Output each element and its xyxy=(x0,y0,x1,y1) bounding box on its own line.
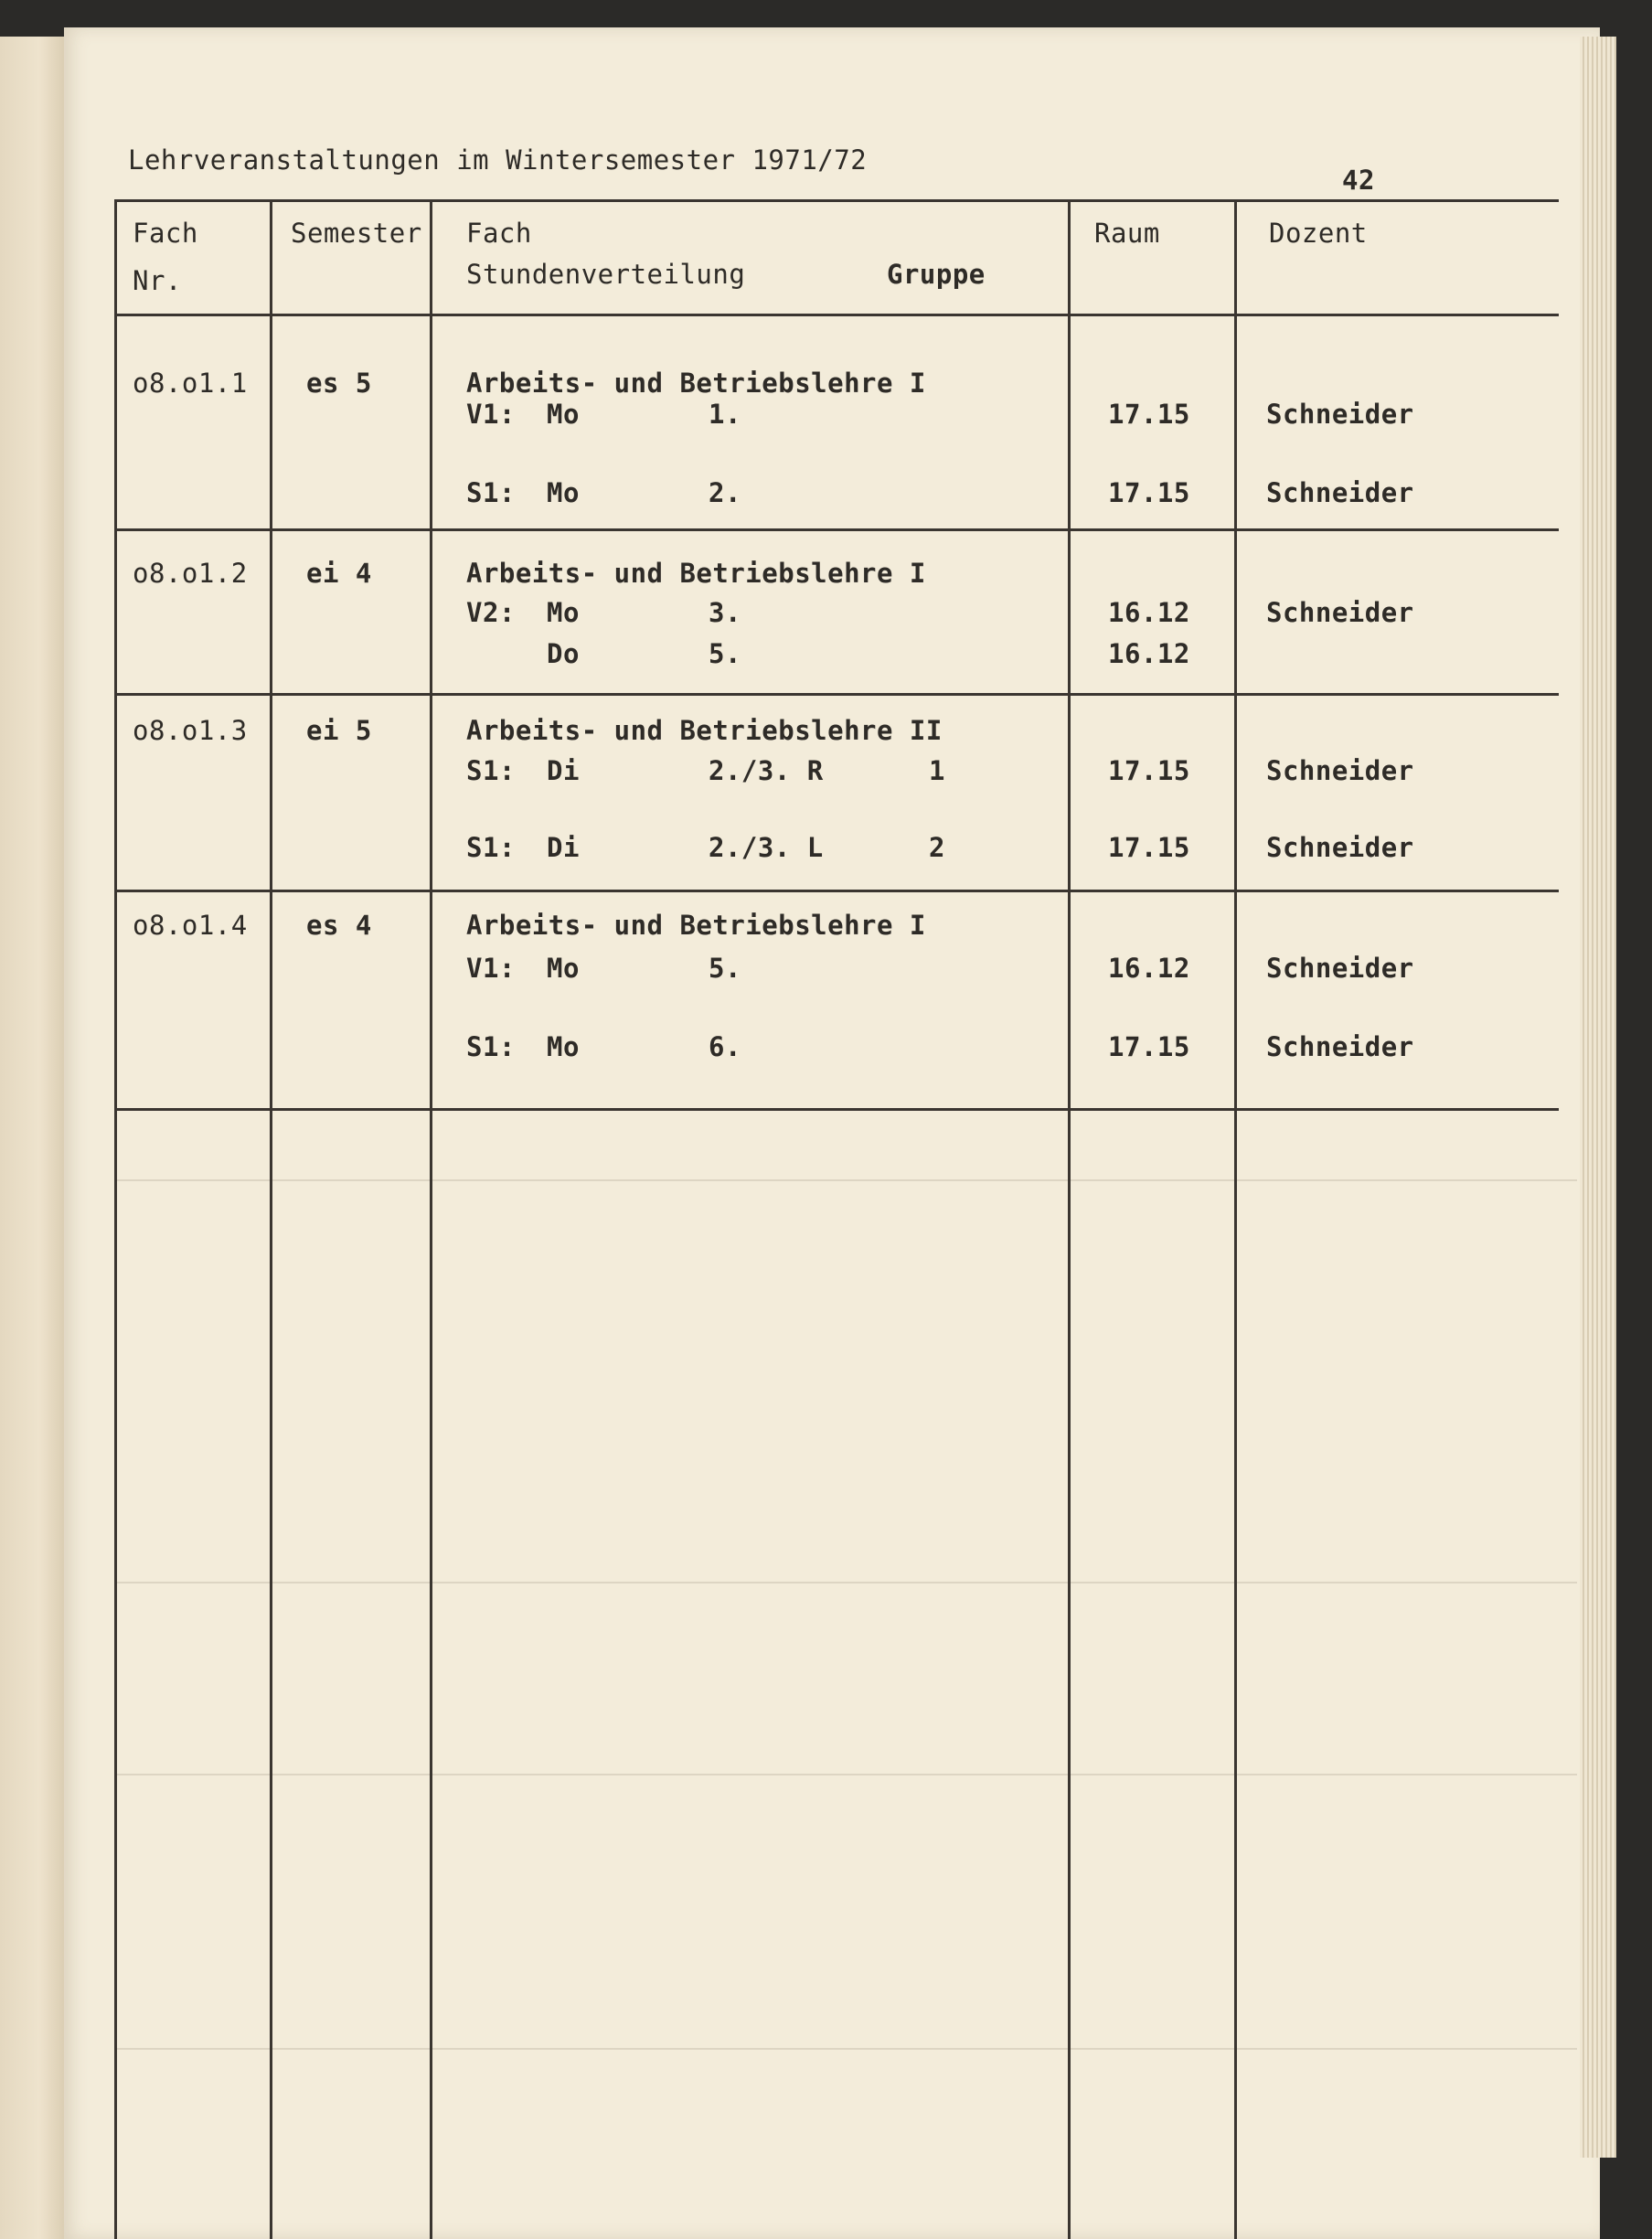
row3-s1-group: 1 xyxy=(929,755,945,786)
row-divider xyxy=(114,528,1559,531)
row1-nr: o8.o1.1 xyxy=(133,368,248,399)
row2-s1-room: 16.12 xyxy=(1108,597,1190,628)
row3-s1-day: Di xyxy=(547,755,580,786)
row1-s2-type: S1: xyxy=(466,477,516,508)
row2-s1-hour: 3. xyxy=(709,597,741,628)
row1-semester: es 5 xyxy=(306,368,372,399)
row4-nr: o8.o1.4 xyxy=(133,910,248,941)
row4-s2-room: 17.15 xyxy=(1108,1031,1190,1062)
row4-s2-type: S1: xyxy=(466,1031,516,1062)
row1-s1-day: Mo xyxy=(547,399,580,430)
row3-s2-room: 17.15 xyxy=(1108,832,1190,863)
row-divider xyxy=(114,890,1559,892)
row3-s2-lecturer: Schneider xyxy=(1266,832,1414,863)
row3-s1-lecturer: Schneider xyxy=(1266,755,1414,786)
row2-s1-lecturer: Schneider xyxy=(1266,597,1414,628)
bleed-through-line xyxy=(114,1179,1577,1181)
row4-s2-day: Mo xyxy=(547,1031,580,1062)
row1-s1-room: 17.15 xyxy=(1108,399,1190,430)
bleed-through-line xyxy=(114,1774,1577,1775)
row-divider xyxy=(114,1108,1559,1111)
row3-title: Arbeits- und Betriebslehre II xyxy=(466,715,943,746)
header-stundenverteilung: Stundenverteilung xyxy=(466,259,746,290)
row2-semester: ei 4 xyxy=(306,558,372,589)
row4-s1-day: Mo xyxy=(547,953,580,984)
row3-s1-room: 17.15 xyxy=(1108,755,1190,786)
column-rule xyxy=(1068,199,1071,2239)
header-fach: Fach xyxy=(466,218,532,249)
row4-semester: es 4 xyxy=(306,910,372,941)
row4-s2-lecturer: Schneider xyxy=(1266,1031,1414,1062)
header-fach-nr-line2: Nr. xyxy=(133,265,182,296)
row3-semester: ei 5 xyxy=(306,715,372,746)
column-rule xyxy=(1234,199,1237,2239)
column-rule xyxy=(270,199,272,2239)
header-semester: Semester xyxy=(291,218,422,249)
header-gruppe: Gruppe xyxy=(887,259,986,290)
row1-s2-lecturer: Schneider xyxy=(1266,477,1414,508)
row-divider xyxy=(114,693,1559,696)
row1-title: Arbeits- und Betriebslehre I xyxy=(466,368,926,399)
row2-nr: o8.o1.2 xyxy=(133,558,248,589)
table-top-rule xyxy=(114,199,1559,202)
row2-title: Arbeits- und Betriebslehre I xyxy=(466,558,926,589)
row3-s2-hour: 2./3. L xyxy=(709,832,824,863)
row4-s1-hour: 5. xyxy=(709,953,741,984)
row3-s2-day: Di xyxy=(547,832,580,863)
row2-s2-day: Do xyxy=(547,638,580,669)
row4-title: Arbeits- und Betriebslehre I xyxy=(466,910,926,941)
row3-s1-hour: 2./3. R xyxy=(709,755,824,786)
row1-s2-day: Mo xyxy=(547,477,580,508)
page-number: 42 xyxy=(1342,165,1375,196)
row4-s2-hour: 6. xyxy=(709,1031,741,1062)
row1-s2-room: 17.15 xyxy=(1108,477,1190,508)
row1-s1-type: V1: xyxy=(466,399,516,430)
bleed-through-line xyxy=(114,2048,1577,2050)
row4-s1-type: V1: xyxy=(466,953,516,984)
row3-nr: o8.o1.3 xyxy=(133,715,248,746)
row2-s2-hour: 5. xyxy=(709,638,741,669)
document-title: Lehrveranstaltungen im Wintersemester 1971/72 xyxy=(128,144,868,176)
row2-s2-room: 16.12 xyxy=(1108,638,1190,669)
row1-s1-lecturer: Schneider xyxy=(1266,399,1414,430)
header-bottom-rule xyxy=(114,314,1559,316)
row1-s2-hour: 2. xyxy=(709,477,741,508)
row2-s1-type: V2: xyxy=(466,597,516,628)
row3-s2-group: 2 xyxy=(929,832,945,863)
bleed-through-line xyxy=(114,1582,1577,1583)
row3-s2-type: S1: xyxy=(466,832,516,863)
row4-s1-lecturer: Schneider xyxy=(1266,953,1414,984)
page-stack-edge xyxy=(1580,37,1616,2158)
header-raum: Raum xyxy=(1094,218,1160,249)
document-page xyxy=(64,27,1600,2239)
header-dozent: Dozent xyxy=(1269,218,1368,249)
row4-s1-room: 16.12 xyxy=(1108,953,1190,984)
column-rule xyxy=(430,199,432,2239)
row1-s1-hour: 1. xyxy=(709,399,741,430)
row2-s1-day: Mo xyxy=(547,597,580,628)
column-rule xyxy=(114,199,117,2239)
left-page-edge xyxy=(0,37,71,2239)
header-fach-nr-line1: Fach xyxy=(133,218,198,249)
row3-s1-type: S1: xyxy=(466,755,516,786)
